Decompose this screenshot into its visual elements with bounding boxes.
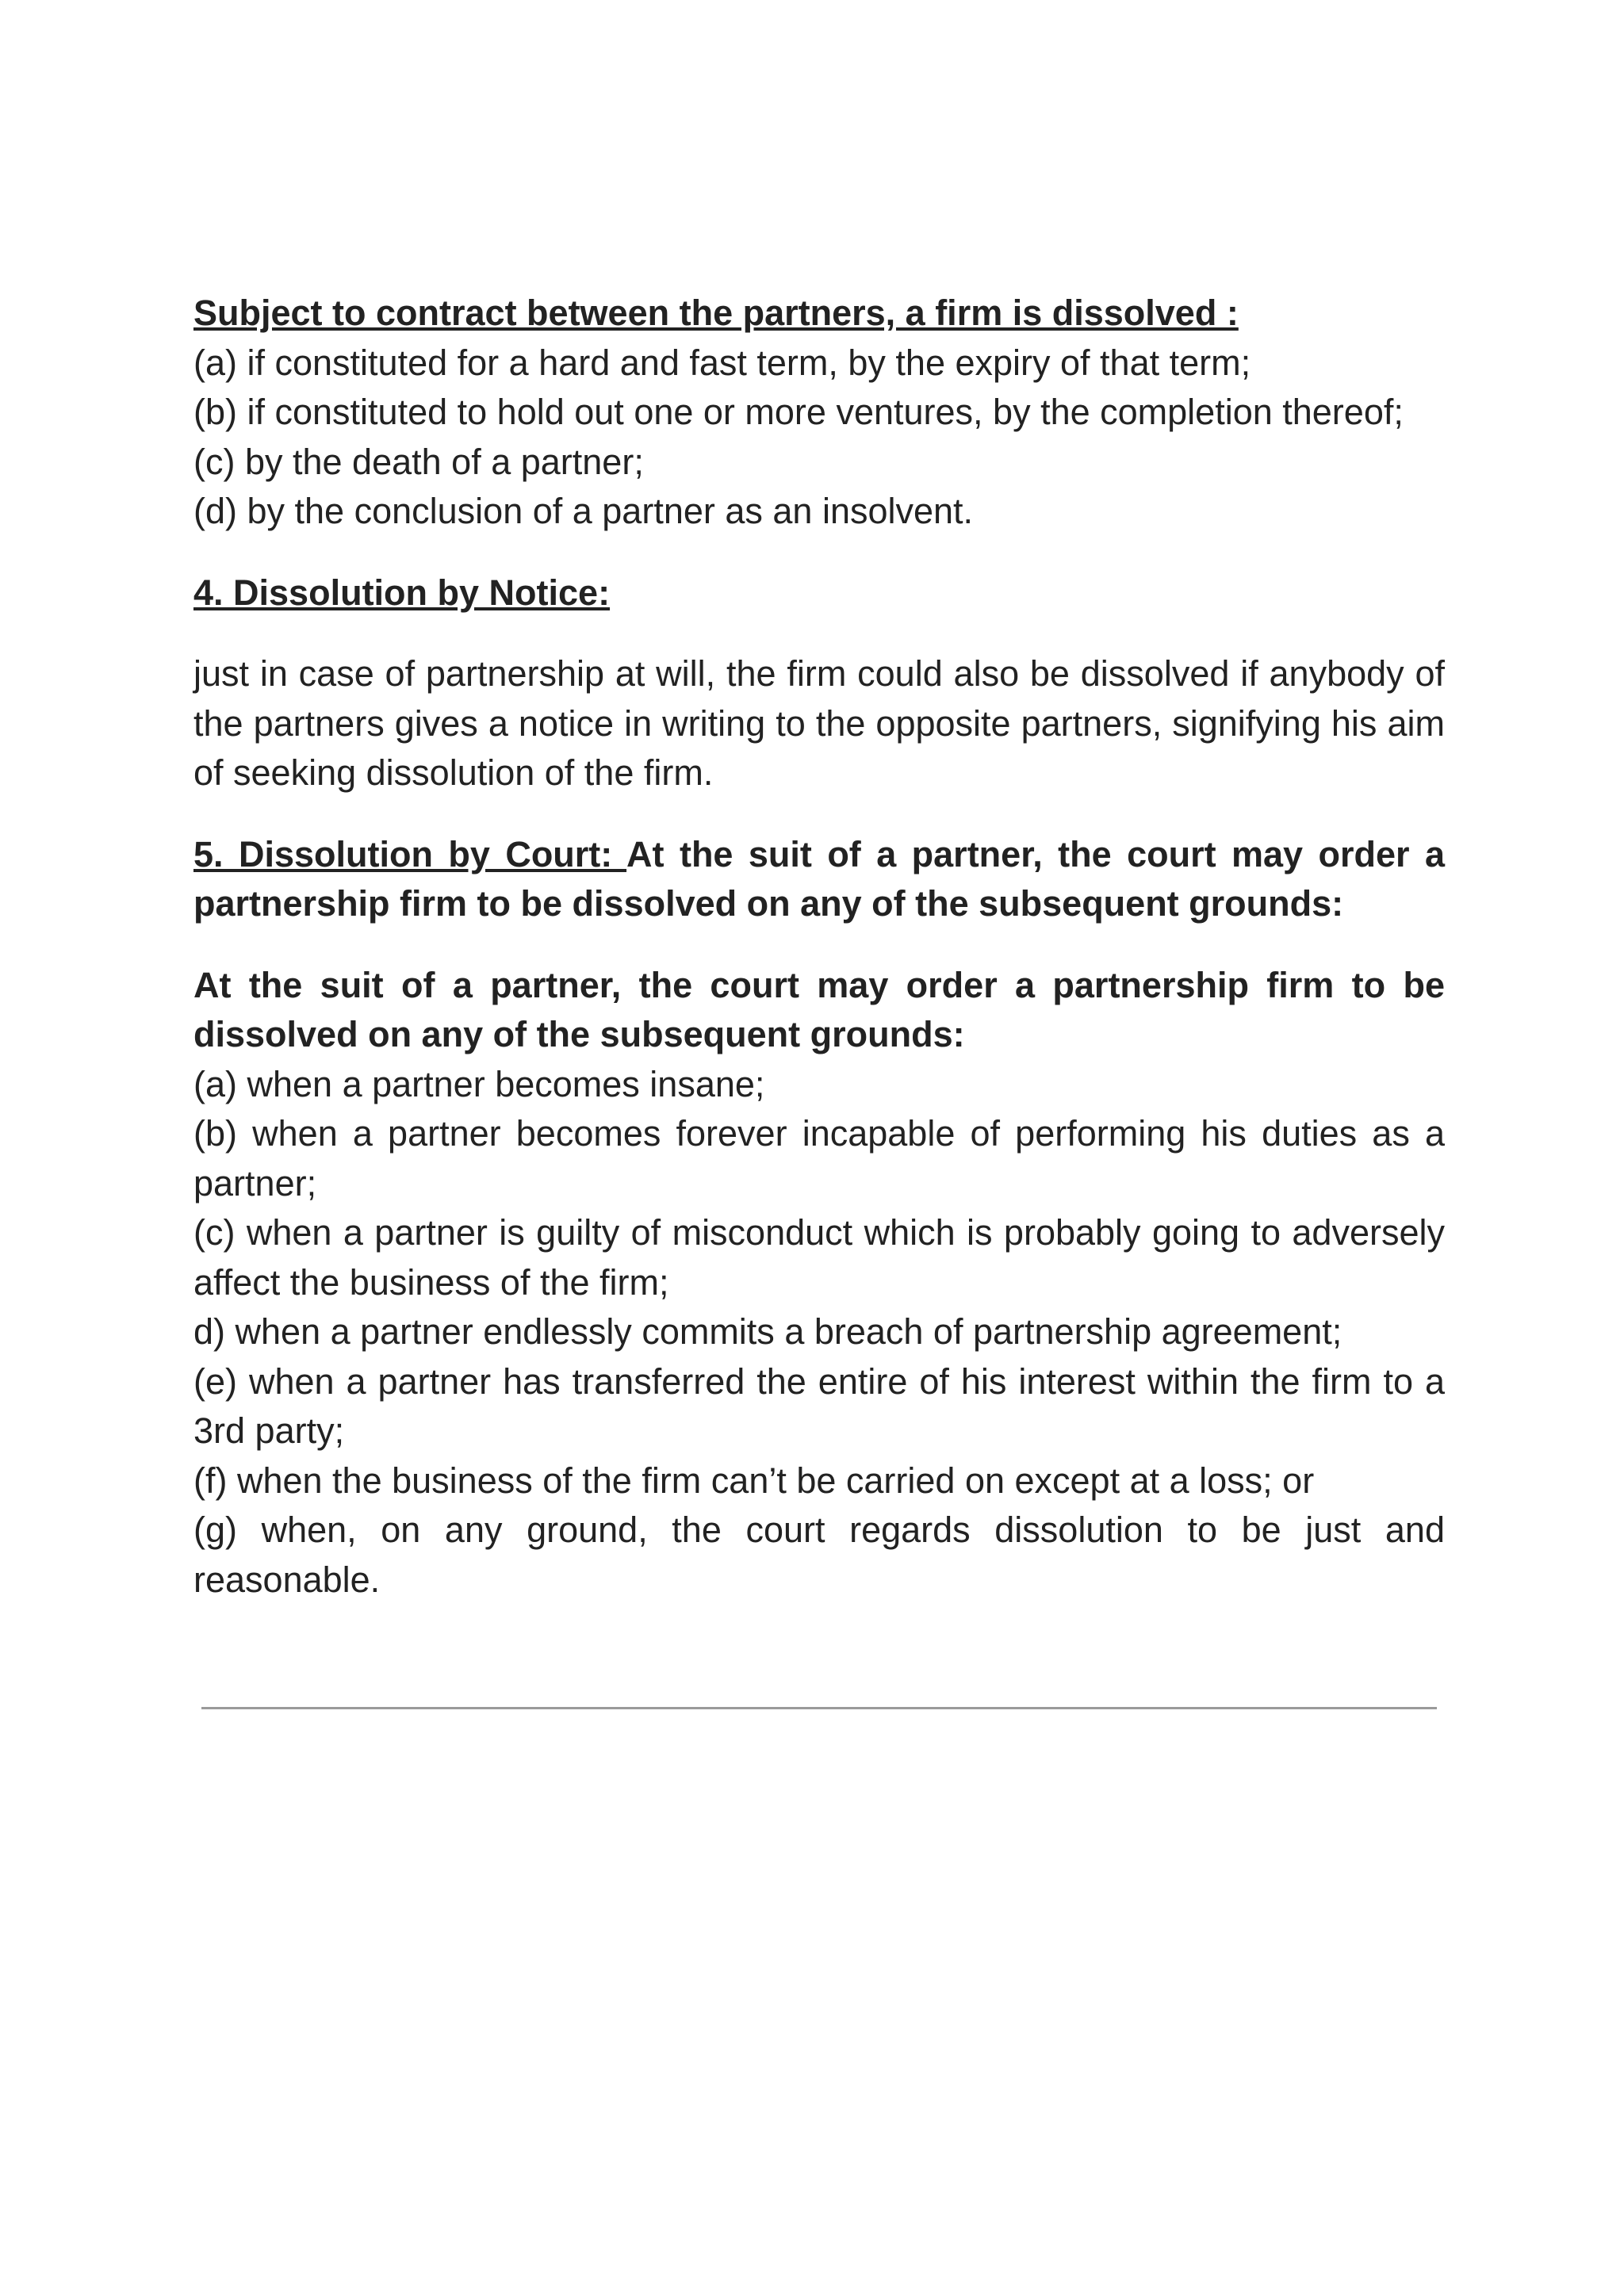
section-heading-dissolution-by-notice: 4. Dissolution by Notice: (193, 572, 611, 613)
list-item: (e) when a partner has transferred the entire of his interest within the firm to a 3rd party; (193, 1360, 1445, 1451)
document-page (193, 289, 1445, 1605)
list-item: (b) when a partner becomes forever incapable of performing his duties as a partner; (193, 1113, 1445, 1203)
list-item: (a) when a partner becomes insane; (193, 1063, 765, 1104)
list-item: d) when a partner endlessly commits a breach of partnership agreement; (193, 1311, 1342, 1352)
section-heading-tail: At the suit of a partner, the court may order a partnership firm to be dissolved on any of the subsequent grounds: (193, 833, 1445, 924)
paragraph-dissolution-by-notice: just in case of partnership at will, the firm could also be dissolved if anybody of the partners gives a notice in writing to the opposite partners, signifying his aim of seeking dissolution of the firm. (193, 653, 1445, 793)
paragraph-court-intro: At the suit of a partner, the court may order a partnership firm to be dissolved on any of the subsequent grounds: (193, 964, 1445, 1054)
list-item: (b) if constituted to hold out one or more ventures, by the completion thereof; (193, 392, 1404, 432)
horizontal-divider (201, 1707, 1437, 1709)
list-item: (c) when a partner is guilty of misconduct which is probably going to adversely affect the business of the firm; (193, 1212, 1445, 1303)
section-heading-dissolution-subject-to-contract: Subject to contract between the partners, a firm is dissolved : (193, 293, 1239, 333)
list-item: (g) when, on any ground, the court regards dissolution to be just and reasonable. (193, 1510, 1445, 1600)
list-item: (c) by the death of a partner; (193, 441, 644, 482)
list-item: (f) when the business of the firm can’t be carried on except at a loss; or (193, 1460, 1315, 1501)
list-item: (d) by the conclusion of a partner as an insolvent. (193, 491, 974, 531)
list-item: (a) if constituted for a hard and fast term, by the expiry of that term; (193, 342, 1251, 383)
section-heading-dissolution-by-court (193, 830, 1445, 929)
section-heading-label: 5. Dissolution by Court: (193, 833, 627, 874)
